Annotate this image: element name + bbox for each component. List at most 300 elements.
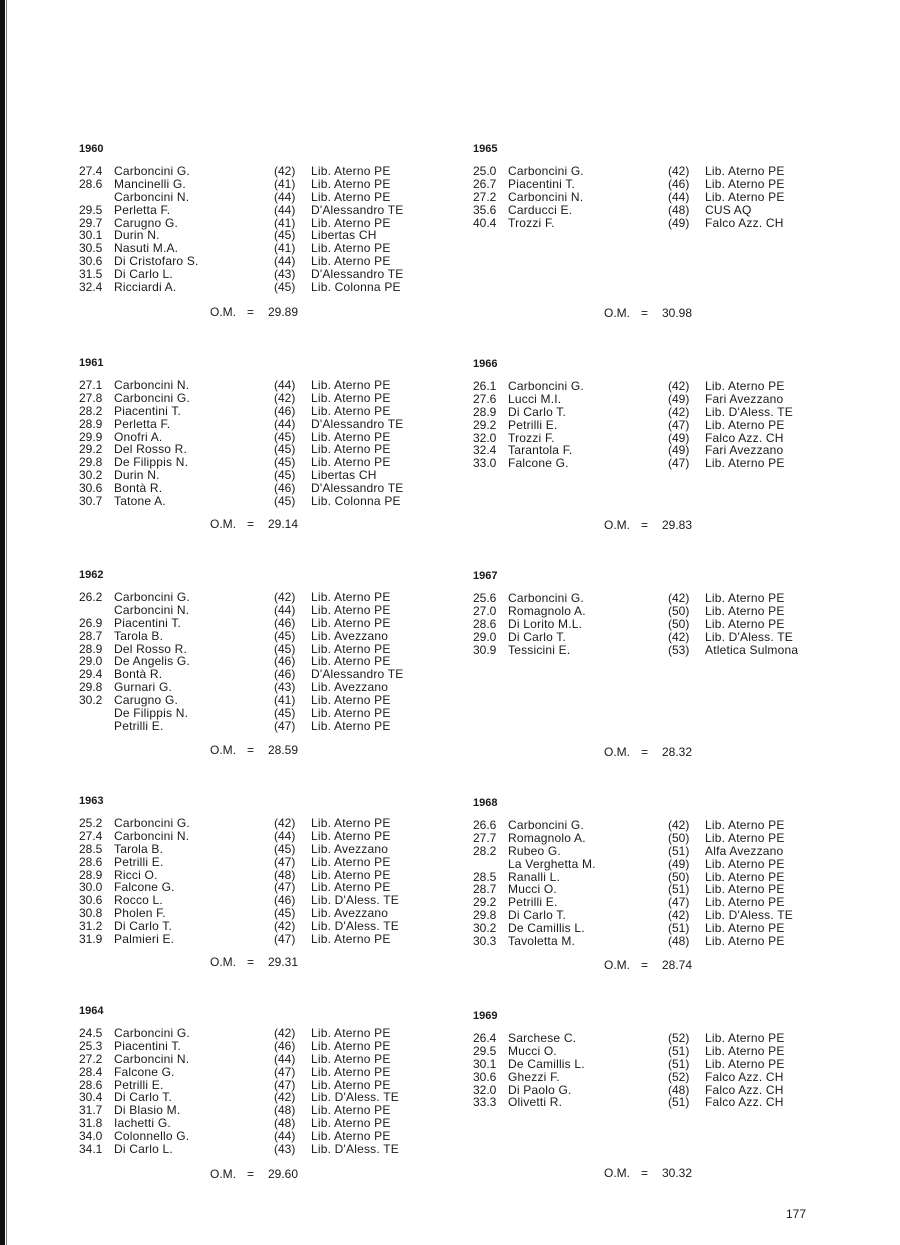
club: Lib. Aterno PE [311,254,391,269]
result-list [473,380,853,470]
club: Lib. D'Aless. TE [705,404,793,419]
time: 30.7 [79,494,103,509]
club: D'Alessandro TE [311,267,404,282]
club: Lib. Aterno PE [705,189,785,204]
name: Falcone G. [508,456,569,471]
birth-year: (48) [274,1116,296,1131]
name: Carboncini G. [114,816,190,830]
name: Di Carlo T. [508,404,566,419]
club: D'Alessandro TE [311,202,404,217]
name: Carboncini N. [114,189,190,204]
result-list [473,165,853,229]
result-row [473,618,853,631]
time: 40.4 [473,215,497,230]
birth-year: (43) [274,680,296,695]
birth-year: (51) [668,921,690,936]
year-block-1963 [79,795,459,969]
club: Lib. Aterno PE [311,241,391,256]
time: 28.7 [79,628,103,643]
name: Olivetti R. [508,1095,563,1110]
result-list [79,817,459,946]
club: Lib. D'Aless. TE [311,1142,399,1157]
average-value: 29.31 [268,955,299,969]
birth-year: (43) [274,267,296,282]
result-row [473,819,853,832]
time: 27.4 [79,828,103,843]
club: Lib. Aterno PE [311,1116,391,1131]
club: Lib. Aterno PE [705,869,785,884]
name: Di Cristofaro S. [114,254,199,269]
club: Lib. Aterno PE [311,215,391,230]
birth-year: (42) [274,816,296,830]
name: Mucci O. [508,1043,557,1058]
name: Petrilli E. [114,718,164,733]
name: Bontà R. [114,481,163,496]
year-heading: 1960 [79,143,104,155]
birth-year: (44) [274,254,296,269]
club: Lib. Avezzano [311,680,389,695]
result-list [473,819,853,948]
birth-year: (44) [668,189,690,204]
time: 26.6 [473,818,497,832]
average-label: O.M. [604,306,630,320]
name: Ranalli L. [508,869,561,884]
time: 31.5 [79,267,103,282]
result-row [79,843,459,856]
result-row [79,191,459,204]
name: Carboncini G. [508,591,584,605]
result-row [473,1032,853,1045]
birth-year: (47) [274,718,296,733]
time: 30.2 [79,468,103,483]
time: 28.2 [473,843,497,858]
average-value: 30.98 [662,306,693,320]
name: Carboncini G. [508,379,584,393]
time: 24.5 [79,1026,103,1040]
birth-year: (42) [668,818,690,832]
club: Lib. Aterno PE [311,932,391,947]
name: Pholen F. [114,906,166,921]
time: 30.1 [473,1056,497,1071]
average-value: 29.14 [268,517,299,531]
year-block-1961 [79,357,459,531]
time: 34.1 [79,1142,103,1157]
result-row [473,631,853,644]
time: 29.9 [79,429,103,444]
name: Carboncini N. [114,828,190,843]
time: 28.5 [79,841,103,856]
club: D'Alessandro TE [311,416,404,431]
birth-year: (42) [274,390,296,405]
name: Petrilli E. [508,417,558,432]
equals-sign: = [247,955,255,969]
birth-year: (46) [274,654,296,669]
result-row [79,1027,459,1040]
club: Lib. Aterno PE [311,816,391,830]
name: Di Carlo L. [114,267,173,282]
birth-year: (44) [274,189,296,204]
club: Lib. Aterno PE [705,456,785,471]
club: Lib. Aterno PE [705,1056,785,1071]
result-row [473,204,853,217]
year-block-1966 [473,358,853,532]
result-row [473,1058,853,1071]
time: 29.8 [473,908,497,923]
club: D'Alessandro TE [311,481,404,496]
name: Del Rosso R. [114,641,188,656]
club: Lib. Avezzano [311,628,389,643]
average-value: 29.89 [268,305,299,319]
time: 31.7 [79,1103,103,1118]
time: 30.6 [473,1069,497,1084]
name: De Camillis L. [508,921,585,936]
birth-year: (50) [668,830,690,845]
time: 30.2 [473,921,497,936]
time: 29.7 [79,215,103,230]
club: Alfa Avezzano [705,843,784,858]
birth-year: (41) [274,215,296,230]
result-list [473,592,853,656]
birth-year: (42) [274,919,296,934]
birth-year: (45) [274,442,296,457]
name: Durin N. [114,228,160,243]
club: Lib. Aterno PE [311,602,391,617]
club: Lib. Aterno PE [705,856,785,871]
year-heading: 1964 [79,1005,104,1017]
name: De Filippis N. [114,706,189,721]
club: Lib. D'Aless. TE [705,908,793,923]
club: Lib. Aterno PE [311,880,391,895]
time: 28.2 [79,403,103,418]
time: 27.2 [79,1051,103,1066]
name: Di Carlo T. [114,1090,172,1105]
birth-year: (49) [668,430,690,445]
name: Del Rosso R. [114,442,188,457]
name: Trozzi F. [508,430,555,445]
birth-year: (47) [274,1064,296,1079]
name: Romagnolo A. [508,603,586,618]
time: 28.6 [473,616,497,631]
result-row [79,707,459,720]
club: Lib. Colonna PE [311,494,401,509]
time: 26.7 [473,176,497,191]
time: 29.5 [79,202,103,217]
name: Carboncini N. [114,1051,190,1066]
club: Lib. Aterno PE [311,1077,391,1092]
equals-sign: = [247,305,255,319]
birth-year: (45) [274,280,296,295]
result-row [473,1096,853,1109]
time: 33.0 [473,456,497,471]
name: Romagnolo A. [508,830,586,845]
equals-sign: = [247,743,255,757]
birth-year: (47) [668,456,690,471]
club: Lib. Aterno PE [705,603,785,618]
result-row [473,419,853,432]
result-row [473,1045,853,1058]
club: Lib. Aterno PE [705,1031,785,1045]
club: Lib. Aterno PE [311,590,391,604]
club: Falco Azz. CH [705,430,784,445]
birth-year: (42) [668,629,690,644]
result-row [79,204,459,217]
result-row [79,830,459,843]
year-heading: 1969 [473,1010,498,1022]
time: 27.8 [79,390,103,405]
name: Durin N. [114,468,160,483]
birth-year: (46) [274,1038,296,1053]
result-row [79,392,459,405]
name: Carboncini N. [114,378,190,392]
result-row [79,495,459,508]
club: Lib. Aterno PE [705,417,785,432]
result-list [79,1027,459,1156]
result-row [473,406,853,419]
club: Falco Azz. CH [705,1082,784,1097]
club: Lib. Aterno PE [311,828,391,843]
time: 31.9 [79,932,103,947]
time: 30.8 [79,906,103,921]
club: Lib. Colonna PE [311,280,401,295]
year-block-1962 [79,569,459,757]
name: Di Carlo T. [508,629,566,644]
club: Lib. Aterno PE [311,164,391,178]
birth-year: (51) [668,1043,690,1058]
result-row [79,720,459,733]
time: 30.6 [79,481,103,496]
result-row [473,845,853,858]
time: 29.0 [473,629,497,644]
club: Lib. Aterno PE [311,693,391,708]
equals-sign: = [641,518,649,532]
birth-year: (46) [274,893,296,908]
club: Lib. Aterno PE [705,895,785,910]
club: Lib. Aterno PE [705,176,785,191]
birth-year: (44) [274,1129,296,1144]
name: De Camillis L. [508,1056,585,1071]
birth-year: (41) [274,176,296,191]
year-block-1968 [473,797,853,972]
name: Piacentini T. [114,1038,182,1053]
result-row [473,858,853,871]
time: 29.2 [473,895,497,910]
time: 32.0 [473,1082,497,1097]
club: Lib. Aterno PE [705,164,785,178]
club: Lib. Aterno PE [705,379,785,393]
club: Lib. D'Aless. TE [311,893,399,908]
name: La Verghetta M. [508,856,596,871]
club: Lib. Aterno PE [311,1064,391,1079]
name: Carboncini G. [114,390,190,405]
birth-year: (48) [274,867,296,882]
club: Lib. Aterno PE [311,429,391,444]
birth-year: (47) [274,854,296,869]
time: 32.4 [473,443,497,458]
time: 25.6 [473,591,497,605]
name: Mucci O. [508,882,557,897]
name: Di Lorito M.L. [508,616,583,631]
time: 28.9 [473,404,497,419]
name: Perletta F. [114,202,171,217]
name: Bontà R. [114,667,163,682]
name: Falcone G. [114,880,175,895]
result-list [79,379,459,508]
year-block-1969 [473,1010,853,1180]
name: Trozzi F. [508,215,555,230]
birth-year: (51) [668,1095,690,1110]
name: Tavoletta M. [508,934,576,949]
birth-year: (48) [274,1103,296,1118]
result-row [79,817,459,830]
name: Onofri A. [114,429,163,444]
birth-year: (45) [274,429,296,444]
scan-edge-line [6,0,7,1245]
name: Ghezzi F. [508,1069,560,1084]
result-row [473,380,853,393]
birth-year: (46) [274,615,296,630]
name: Nasuti M.A. [114,241,179,256]
birth-year: (41) [274,693,296,708]
year-block-1967 [473,570,853,759]
club: Lib. Aterno PE [311,1026,391,1040]
time: 28.6 [79,1077,103,1092]
result-row [473,592,853,605]
time: 29.4 [79,667,103,682]
club: Lib. Aterno PE [311,854,391,869]
birth-year: (48) [668,934,690,949]
club: Libertas CH [311,468,377,483]
name: Tatone A. [114,494,166,509]
name: Carboncini N. [508,189,584,204]
equals-sign: = [641,306,649,320]
club: Falco Azz. CH [705,1095,784,1110]
club: D'Alessandro TE [311,667,404,682]
name: Rocco L. [114,893,163,908]
birth-year: (47) [274,1077,296,1092]
club: Lib. Aterno PE [311,1051,391,1066]
average-label: O.M. [210,1167,236,1181]
birth-year: (42) [274,164,296,178]
club: Lib. D'Aless. TE [311,1090,399,1105]
name: Carboncini G. [114,590,190,604]
birth-year: (43) [274,1142,296,1157]
club: Lib. Aterno PE [311,654,391,669]
birth-year: (50) [668,616,690,631]
average-label: O.M. [210,517,236,531]
time: 33.3 [473,1095,497,1110]
result-row [79,630,459,643]
result-row [79,856,459,869]
time: 29.2 [79,442,103,457]
name: Carboncini G. [114,164,190,178]
name: Di Carlo L. [114,1142,173,1157]
average-value: 29.60 [268,1167,299,1181]
time: 27.0 [473,603,497,618]
equals-sign: = [641,1166,649,1180]
name: Petrilli E. [114,1077,164,1092]
time: 27.7 [473,830,497,845]
name: Piacentini T. [508,176,576,191]
birth-year: (45) [274,228,296,243]
club: Lib. Aterno PE [311,718,391,733]
time: 27.4 [79,164,103,178]
club: Lib. Aterno PE [705,591,785,605]
result-list [473,1032,853,1109]
name: Di Carlo T. [114,919,172,934]
result-row [79,418,459,431]
time: 28.7 [473,882,497,897]
result-row [79,1143,459,1156]
time: 30.1 [79,228,103,243]
time: 26.4 [473,1031,497,1045]
birth-year: (45) [274,468,296,483]
birth-year: (48) [668,1082,690,1097]
club: Lib. Aterno PE [311,455,391,470]
name: Gurnari G. [114,680,173,695]
result-list [79,165,459,294]
name: Di Paolo G. [508,1082,572,1097]
result-list [79,591,459,733]
birth-year: (45) [274,841,296,856]
year-heading: 1962 [79,569,104,581]
club: Lib. Aterno PE [705,1043,785,1058]
birth-year: (49) [668,215,690,230]
club: Lib. Aterno PE [311,1103,391,1118]
birth-year: (52) [668,1031,690,1045]
time: 29.5 [473,1043,497,1058]
result-row [473,178,853,191]
birth-year: (44) [274,1051,296,1066]
time: 30.9 [473,642,497,657]
average-label: O.M. [210,305,236,319]
club: Lib. Aterno PE [705,921,785,936]
equals-sign: = [641,958,649,972]
birth-year: (45) [274,494,296,509]
time: 31.8 [79,1116,103,1131]
result-row [79,933,459,946]
club: Lib. Aterno PE [705,818,785,832]
result-row [79,1066,459,1079]
average-label: O.M. [604,745,630,759]
club: CUS AQ [705,202,752,217]
birth-year: (53) [668,642,690,657]
average-value: 28.59 [268,743,299,757]
club: Lib. Avezzano [311,841,389,856]
name: Iachetti G. [114,1116,171,1131]
time: 28.6 [79,854,103,869]
birth-year: (46) [668,176,690,191]
birth-year: (51) [668,843,690,858]
birth-year: (50) [668,603,690,618]
club: Falco Azz. CH [705,215,784,230]
year-heading: 1968 [473,797,498,809]
result-row [79,617,459,630]
club: Lib. Aterno PE [705,882,785,897]
average-value: 28.32 [662,745,693,759]
club: Lib. Aterno PE [311,641,391,656]
club: Lib. D'Aless. TE [705,629,793,644]
result-row [79,1040,459,1053]
result-row [79,405,459,418]
equals-sign: = [641,745,649,759]
birth-year: (41) [274,241,296,256]
year-block-1964 [79,1005,459,1181]
club: Lib. Aterno PE [311,1129,391,1144]
club: Lib. Aterno PE [311,403,391,418]
year-heading: 1966 [473,358,498,370]
name: Carugno G. [114,693,179,708]
name: Ricciardi A. [114,280,177,295]
